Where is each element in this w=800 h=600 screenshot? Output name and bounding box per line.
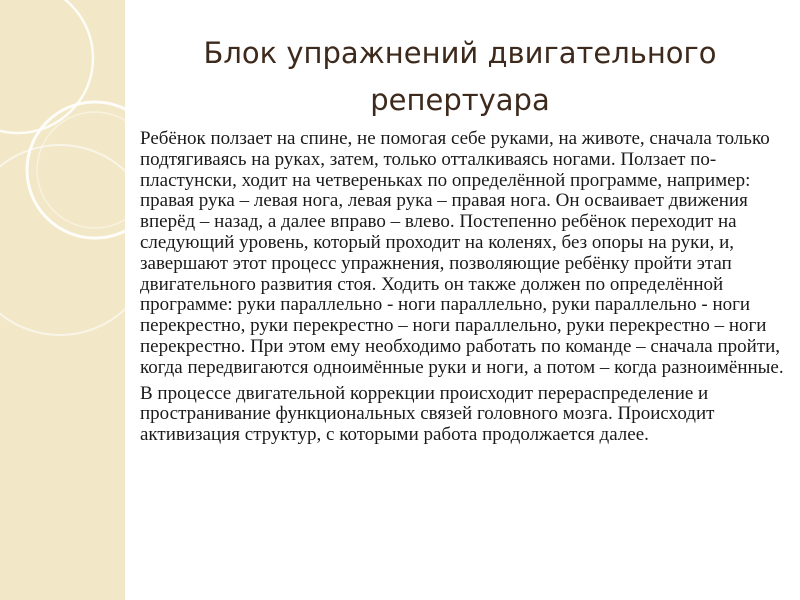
paragraph-exercises: Ребёнок ползает на спине, не помогая себе руками, на животе, сначала только подтягиваясь на руках, затем, только отталкиваясь ногами. Ползает по-пластунски, ходит на четвереньках по определённой программе, например: правая рука – левая нога, левая рука – правая нога. Он осваивает движения вперёд – назад, а далее вправо – влево. Постепенно ребёнок переходит на следующий уровень, который проходит на коленях, без опоры на руки, и, завершают этот процесс упражнения, позволяющие ребёнку пройти этап двигательного развития стоя. Ходить он также должен по определённой программе: руки параллельно - ноги параллельно, руки параллельно - ноги перекрестно, руки перекрестно – ноги параллельно, руки перекрестно – ноги перекрестно. При этом ему необходимо работать по команде – сначала пройти, когда передвигаются одноимённые руки и ноги, а потом – когда разноимённые. bbox=[140, 128, 784, 378]
slide-title: Блок упражнений двигательного репертуара bbox=[203, 36, 717, 117]
slide-body bbox=[140, 129, 785, 446]
decorative-side-panel bbox=[0, 0, 125, 600]
decorative-rings bbox=[0, 0, 125, 600]
paragraph-correction: В процессе двигательной коррекции происходит перераспределение и пространивание функциональных связей головного мозга. Происходит активизация структур, с которыми работа продолжается далее. bbox=[140, 382, 715, 446]
